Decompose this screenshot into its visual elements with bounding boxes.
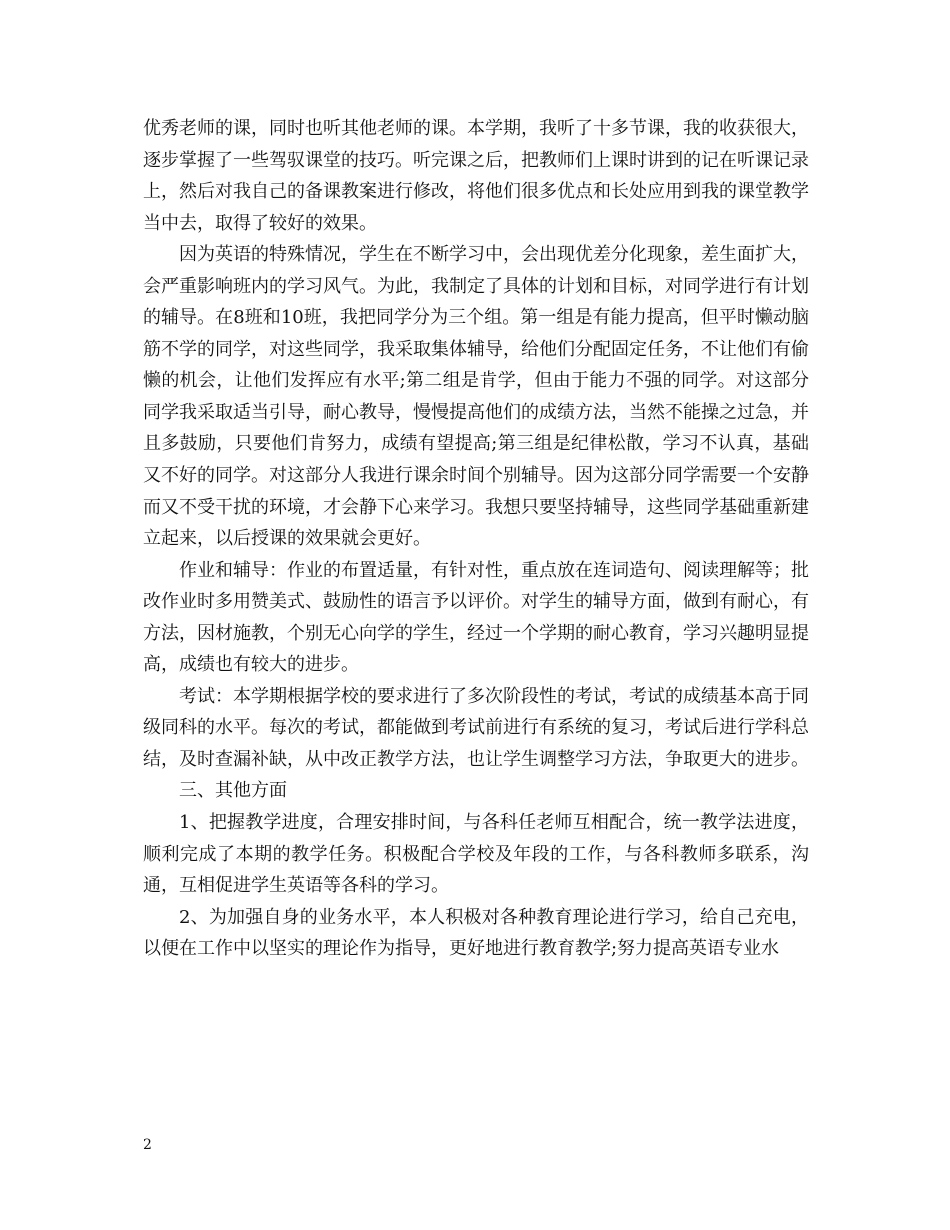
paragraph-5: 1、把握教学进度，合理安排时间，与各科任老师互相配合，统一教学法进度，顺利完成了本期的教学任务。积极配合学校及年段的工作，与各科教师多联系，沟通，互相促进学生英语等各科的学习。 xyxy=(143,812,809,897)
paragraph-2: 因为英语的特殊情况，学生在不断学习中，会出现优差分化现象，差生面扩大，会严重影响班内的学习风气。为此，我制定了具体的计划和目标，对同学进行有计划的辅导。在8班和10班，我把同学分为三个组。第一组是有能力提高，但平时懒动脑筋不学的同学，对这些同学，我采取集体辅导，给他们分配固定任务，不让他们有偷懒的机会，让他们发挥应有水平;第二组是肯学，但由于能力不强的同学。对这部分同学我采取适当引导，耐心教导，慢慢提高他们的成绩方法，当然不能操之过急，并且多鼓励，只要他们肯努力，成绩有望提高;第三组是纪律松散，学习不认真，基础又不好的同学。对这部分人我进行课余时间个别辅导。因为这部分同学需要一个安静而又不受干扰的环境，才会静下心来学习。我想只要坚持辅导，这些同学基础重新建立起来，以后授课的效果就会更好。 xyxy=(143,244,809,550)
document-body xyxy=(143,113,809,965)
paragraph-1: 优秀老师的课，同时也听其他老师的课。本学期，我听了十多节课，我的收获很大，逐步掌握了一些驾驭课堂的技巧。听完课之后，把教师们上课时讲到的记在听课记录上，然后对我自己的备课教案进行修改，将他们很多优点和长处应用到我的课堂教学当中去，取得了较好的效果。 xyxy=(143,118,809,234)
paragraph-3: 作业和辅导：作业的布置适量，有针对性，重点放在连词造句、阅读理解等；批改作业时多用赞美式、鼓励性的语言予以评价。对学生的辅导方面，做到有耐心，有方法，因材施教，个别无心向学的学生，经过一个学期的耐心教育，学习兴趣明显提高，成绩也有较大的进步。 xyxy=(143,559,809,676)
paragraph-4: 考试：本学期根据学校的要求进行了多次阶段性的考试，考试的成绩基本高于同级同科的水平。每次的考试，都能做到考试前进行有系统的复习，考试后进行学科总结，及时查漏补缺，从中改正教学方法，也让学生调整学习方法，争取更大的进步。 xyxy=(143,685,809,770)
section-heading-other-aspects: 三、其他方面 xyxy=(179,780,287,802)
paragraph-6: 2、为加强自身的业务水平，本人积极对各种教育理论进行学习，给自己充电，以便在工作中以坚实的理论作为指导，更好地进行教育教学;努力提高英语专业水 xyxy=(143,906,809,960)
page-number: 2 xyxy=(143,1137,152,1153)
